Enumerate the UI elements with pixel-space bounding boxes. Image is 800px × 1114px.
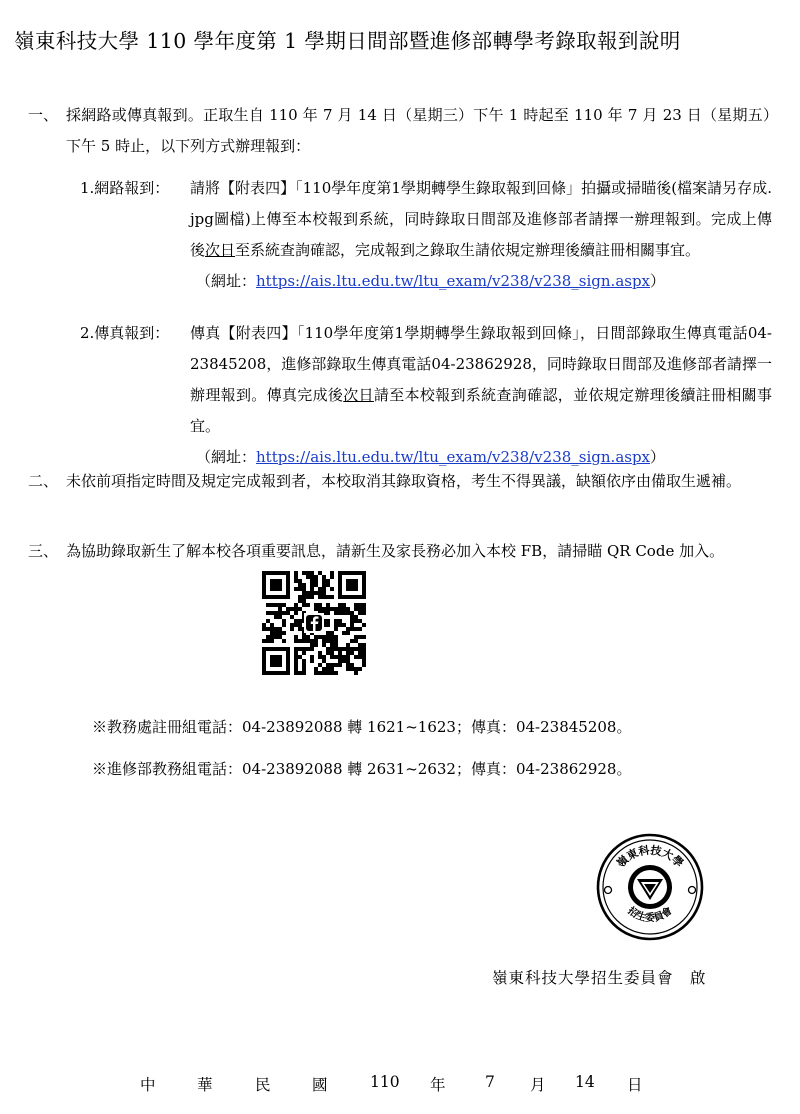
seal-bottom-text: 招生委員會	[625, 905, 675, 925]
item-fax-url-suffix: ）	[650, 448, 666, 466]
item-fax-next-day: 次日	[343, 386, 374, 404]
item-online-body	[190, 173, 772, 297]
item-online-next-day: 次日	[205, 241, 236, 259]
section-one-marker: 一、	[28, 106, 59, 124]
date-part: 月	[530, 1076, 546, 1094]
date-month: 7	[485, 1073, 495, 1091]
qr-code-icon[interactable]	[262, 571, 366, 675]
issuer-signature: 嶺東科技大學招生委員會 啟	[492, 969, 707, 987]
contact-registration-office: ※教務處註冊組電話：04-23892088 轉 1621~1623；傳真：04-23845208。	[92, 718, 632, 736]
date-part: 中	[140, 1076, 156, 1094]
facebook-icon	[304, 613, 324, 633]
section-three-text: 為協助錄取新生了解本校各項重要訊息，請新生及家長務必加入本校 FB，請掃瞄 QR Code 加入。	[66, 542, 725, 560]
section-two	[28, 466, 770, 497]
section-three	[28, 536, 786, 567]
document-title: 嶺東科技大學 110 學年度第 1 學期日間部暨進修部轉學考錄取報到說明	[14, 29, 681, 53]
section-one-text: 採網路或傳真報到。正取生自 110 年 7 月 14 日（星期三）下午 1 時起至 110 年 7 月 23 日（星期五）下午 5 時止，以下列方式辦理報到：	[66, 106, 778, 155]
section-one	[28, 100, 778, 162]
contact-extension-division: ※進修部教務組電話：04-23892088 轉 2631~2632；傳真：04-23862928。	[92, 760, 632, 778]
section-two-marker: 二、	[28, 472, 59, 490]
item-fax-url-prefix: （網址：	[196, 448, 257, 466]
item-fax-report	[80, 318, 772, 473]
section-three-marker: 三、	[28, 542, 59, 560]
item-online-text-a: 請將【附表四】「110學年度第1學期轉學生錄取報到回條」拍攝或掃瞄後(檔案請另存成. jpg圖檔)上傳至本校報到系統，同時錄取日間部及進修部者請擇一辦理報到。完成上傳後	[190, 179, 772, 259]
item-online-text-b: 至系統查詢確認，完成報到之錄取生請依規定辦理後續註冊相關事宜。	[235, 241, 701, 259]
item-online-url-suffix: ）	[650, 272, 666, 290]
date-part: 華	[197, 1076, 213, 1094]
date-day: 14	[575, 1073, 595, 1091]
document-date	[0, 1073, 800, 1097]
date-part: 民	[255, 1076, 271, 1094]
item-fax-url-link[interactable]: https://ais.ltu.edu.tw/ltu_exam/v238/v238_sign.aspx	[256, 448, 651, 466]
item-online-url-link[interactable]: https://ais.ltu.edu.tw/ltu_exam/v238/v238_sign.aspx	[256, 272, 651, 290]
item-online-marker: 1.網路報到：	[80, 179, 170, 197]
item-fax-marker: 2.傳真報到：	[80, 324, 170, 342]
item-fax-text-a: 傳真【附表四】「110學年度第1學期轉學生錄取報到回條」，日間部錄取生傳真電話04-23845208，進修部錄取生傳真電話04-23862928，同時錄取日間部及進修部者請擇一辦理報到。傳真完成後	[190, 324, 772, 404]
item-fax-body	[190, 318, 772, 473]
date-part: 年	[430, 1076, 446, 1094]
qr-code-graphic	[262, 571, 366, 675]
seal-stamp-icon	[595, 832, 705, 942]
item-fax-text-b: 請至本校報到系統查詢確認，並依規定辦理後續註冊相關事宜。	[190, 386, 772, 435]
date-part: 國	[312, 1076, 328, 1094]
date-year: 110	[370, 1073, 400, 1091]
section-two-text: 未依前項指定時間及規定完成報到者，本校取消其錄取資格，考生不得異議，缺額依序由備取生遞補。	[66, 472, 742, 490]
seal-top-text: 嶺東科技大學	[614, 843, 686, 871]
item-online-report	[80, 173, 772, 297]
date-part: 日	[627, 1076, 643, 1094]
item-online-url-prefix: （網址：	[196, 272, 257, 290]
